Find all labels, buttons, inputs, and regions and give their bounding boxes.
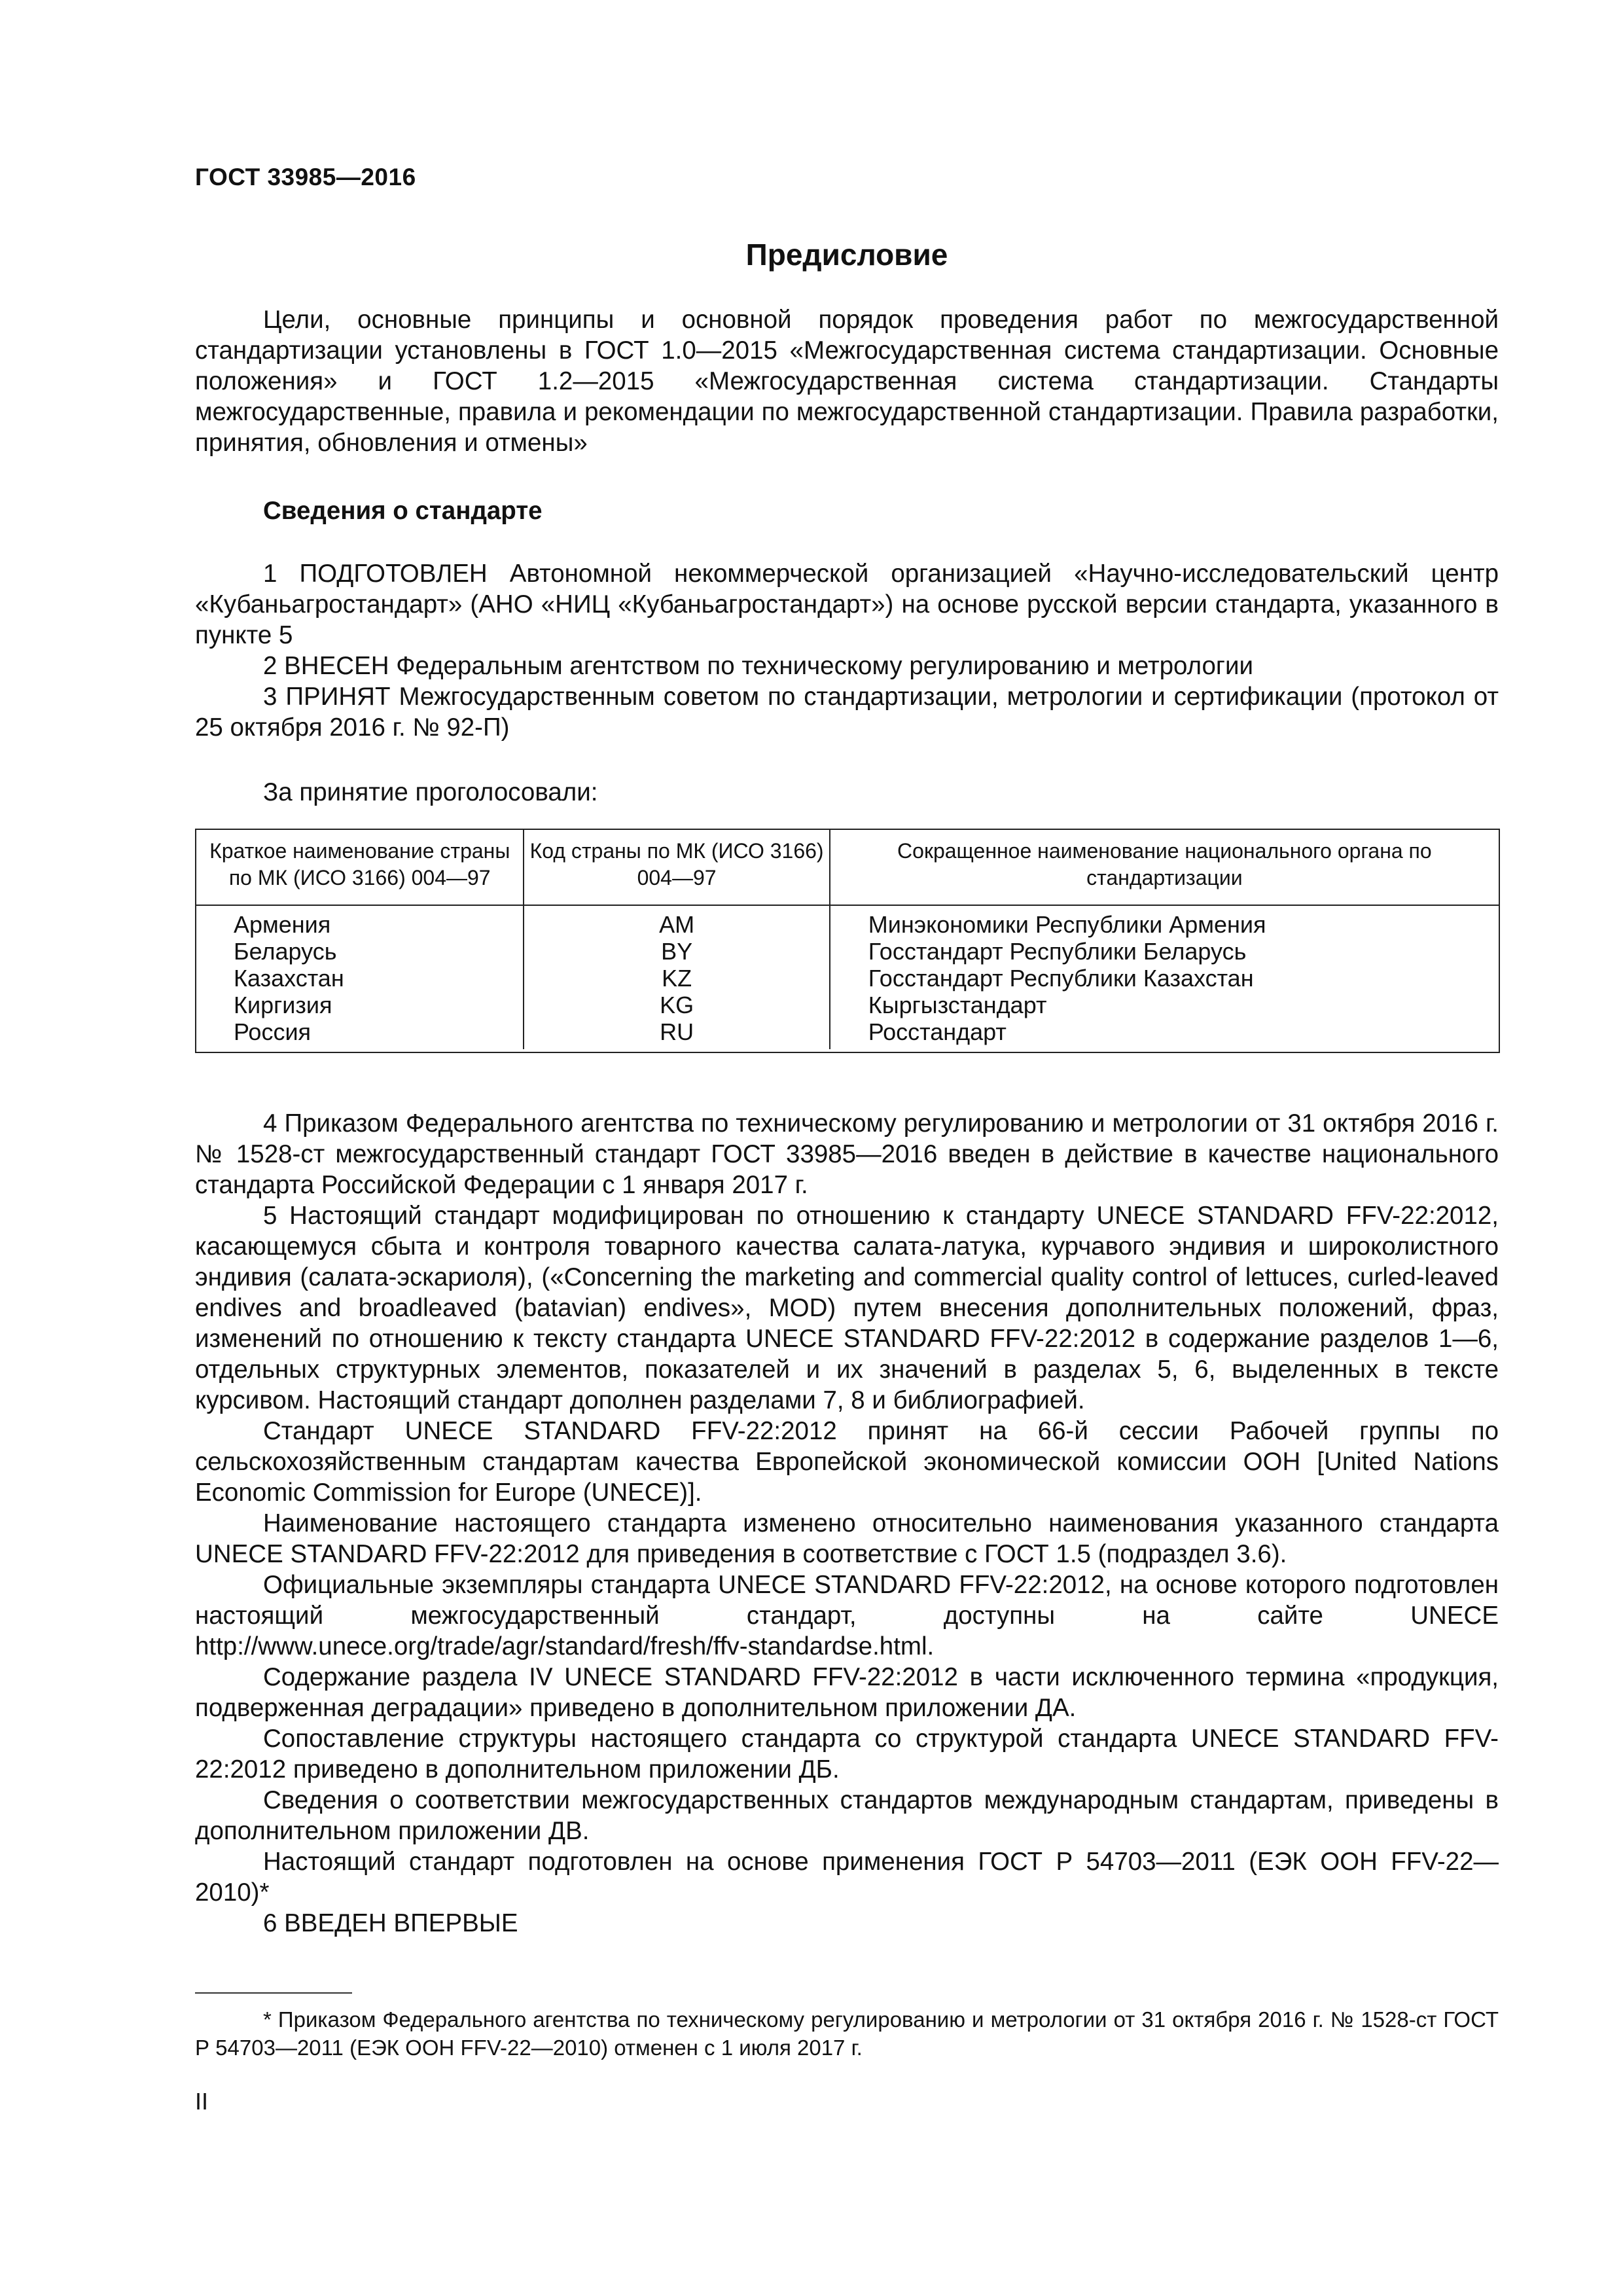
standards-body: Госстандарт Республики Беларусь — [868, 938, 1247, 965]
item-5-structure: Сопоставление структуры настоящего стандарта со структурой стандарта UNECE STANDARD FFV-22:2012 приведено в дополнительном приложении ДБ. — [195, 1725, 1499, 1784]
code-cell — [524, 905, 829, 1049]
document-code: ГОСТ 33985—2016 — [195, 164, 416, 190]
items-after-table — [195, 1108, 1499, 1939]
page-title: Предисловие — [745, 238, 948, 272]
vote-label-section — [195, 777, 1499, 808]
country-name: Киргизия — [234, 992, 332, 1018]
item-5-official-copies: Официальные экземпляры стандарта UNECE STANDARD FFV-22:2012, на основе которого подготовлен настоящий межгосударственный стандарт, доступны на сайте UNECE http://www.unece.org/trade/agr/standard/fresh/ffv-standardse.html. — [195, 1571, 1499, 1660]
item-5-name-change: Наименование настоящего стандарта изменено относительно наименования указанного стандарта UNECE STANDARD FFV-22:2012 для приведения в соответствие с ГОСТ 1.5 (подраздел 3.6). — [195, 1509, 1499, 1568]
item-5-section-iv: Содержание раздела IV UNECE STANDARD FFV-22:2012 в части исключенного термина «продукция, подверженная деградации» приведено в дополнительном приложении ДА. — [195, 1663, 1499, 1722]
item-5-conformity: Сведения о соответствии межгосударственных стандартов международным стандартам, приведены в дополнительном приложении ДВ. — [195, 1786, 1499, 1845]
country-code: BY — [661, 938, 693, 965]
standards-body: Кыргызстандарт — [868, 992, 1047, 1018]
item-5: 5 Настоящий стандарт модифицирован по отношению к стандарту UNECE STANDARD FFV-22:2012, касающемуся сбыта и контроля товарного качества салата-латука, курчавого эндивия и широколистного эндивия (салата-эскариоля), («Concerning the marketing and commercial quality control of lettuces, curled-leaved endives and broadleaved (batavian) endives», MOD) путем внесения дополнительных положений, фраз, изменений по отношению к тексту стандарта UNECE STANDARD FFV-22:2012 в содержание разделов 1—6, отдельных структурных элементов, показателей и их значений в разделах 5, 6, выделенных в тексте курсивом. Настоящий стандарт дополнен разделами 7, 8 и библиографией. — [195, 1202, 1499, 1414]
page-number: II — [195, 2088, 209, 2115]
header-country: Краткое наименование страны по МК (ИСО 3166) 004—97 — [196, 829, 524, 905]
intro-paragraph: Цели, основные принципы и основной порядок проведения работ по межгосударственной стандартизации установлены в ГОСТ 1.0—2015 «Межгосударственная система стандартизации. Основные положения» и ГОСТ 1.2—2015 «Межгосударственная система стандартизации. Стандарты межгосударственные, правила и рекомендации по межгосударственной стандартизации. Правила разработки, принятия, обновления и отмены» — [195, 306, 1499, 457]
table-bottom-border — [196, 1049, 1499, 1052]
item-3: 3 ПРИНЯТ Межгосударственным советом по стандартизации, метрологии и сертификации (протокол от 25 октября 2016 г. № 92-П) — [195, 683, 1499, 742]
footnote-divider — [195, 1992, 352, 1994]
body-cell — [830, 905, 1499, 1049]
item-5-adoption: Стандарт UNECE STANDARD FFV-22:2012 принят на 66-й сессии Рабочей группы по сельскохозяйственным стандартам качества Европейской экономической комиссии ООН [United Nations Economic Commission for Europe (UNECE)]. — [195, 1417, 1499, 1507]
info-heading: Сведения о стандарте — [263, 497, 543, 525]
vote-label: За принятие проголосовали: — [263, 778, 598, 806]
country-name: Армения — [234, 911, 331, 938]
country-name: Россия — [234, 1018, 312, 1045]
country-code: KZ — [662, 965, 692, 992]
header-body: Сокращенное наименование национального органа по стандартизации — [830, 829, 1499, 905]
country-code: RU — [660, 1018, 694, 1045]
item-2: 2 ВНЕСЕН Федеральным агентством по техническому регулированию и метрологии — [263, 652, 1253, 680]
table-row — [196, 905, 1499, 1049]
item-5-basis: Настоящий стандарт подготовлен на основе применения ГОСТ Р 54703—2011 (ЕЭК ООН FFV-22—2010)* — [195, 1848, 1499, 1907]
footnote: * Приказом Федерального агентства по техническому регулированию и метрологии от 31 октября 2016 г. № 1528-ст ГОСТ Р 54703—2011 (ЕЭК ООН FFV-22—2010) отменен с 1 июля 2017 г. — [195, 2007, 1499, 2060]
country-code: AM — [659, 911, 695, 938]
table-header-row — [196, 829, 1499, 905]
items-before-table — [195, 558, 1499, 743]
standards-body: Минэкономики Республики Армения — [868, 911, 1266, 938]
info-heading-section — [195, 495, 1499, 526]
country-cell — [196, 905, 524, 1049]
countries-table-wrap — [195, 829, 1500, 1053]
standards-body: Росстандарт — [868, 1018, 1007, 1045]
standards-body: Госстандарт Республики Казахстан — [868, 965, 1254, 992]
item-6: 6 ВВЕДЕН ВПЕРВЫЕ — [263, 1909, 518, 1937]
item-1: 1 ПОДГОТОВЛЕН Автономной некоммерческой организацией «Научно-исследовательский центр «Кубаньагростандарт» (АНО «НИЦ «Кубаньагростандарт») на основе русской версии стандарта, указанного в пункте 5 — [195, 560, 1499, 649]
item-4: 4 Приказом Федерального агентства по техническому регулированию и метрологии от 31 октября 2016 г. № 1528-ст межгосударственный стандарт ГОСТ 33985—2016 введен в действие в качестве национального стандарта Российской Федерации с 1 января 2017 г. — [195, 1109, 1499, 1199]
country-name: Казахстан — [234, 965, 344, 992]
country-name: Беларусь — [234, 938, 337, 965]
header-code: Код страны по МК (ИСО 3166) 004—97 — [524, 829, 829, 905]
countries-table — [195, 829, 1500, 1053]
intro-section — [195, 304, 1499, 458]
country-code: KG — [660, 992, 694, 1018]
